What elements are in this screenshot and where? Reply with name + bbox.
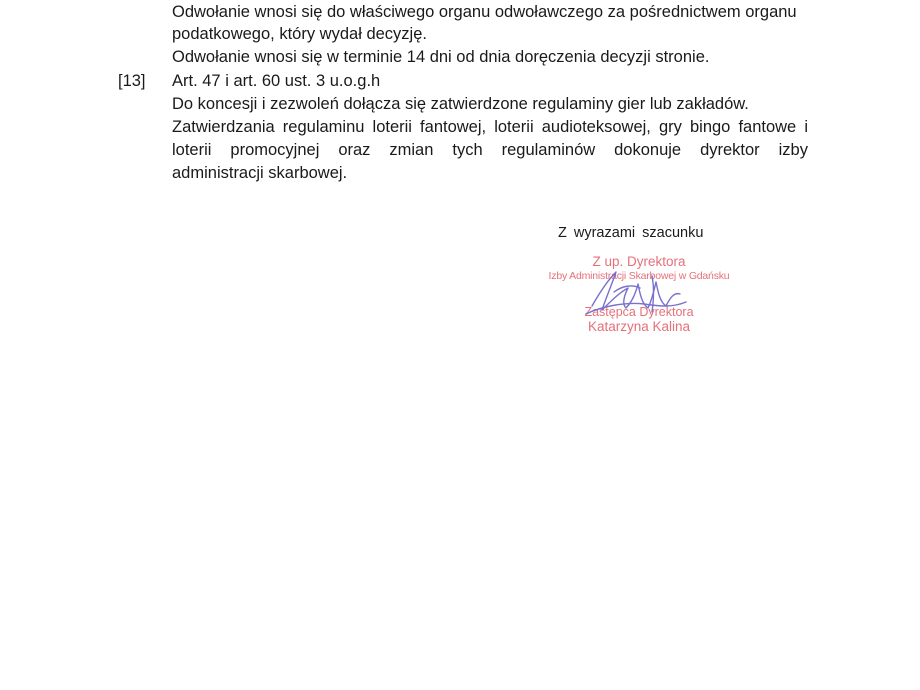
footnote-line-1: Art. 47 i art. 60 ust. 3 u.o.g.h bbox=[172, 72, 381, 90]
footnote-line-3: Zatwierdzania regulaminu loterii fantowej, loterii audioteksowej, gry bingo fantowe i bbox=[172, 118, 808, 136]
stamp-line-2: Izby Administracji Skarbowej w Gdańsku bbox=[548, 270, 730, 282]
footnote-line-2: Do koncesji i zezwoleń dołącza się zatwierdzone regulaminy gier lub zakładów. bbox=[172, 95, 749, 113]
closing-greeting: Z wyrazami szacunku bbox=[558, 225, 704, 241]
footnote-reference: [13] bbox=[118, 72, 146, 90]
stamp-line-4: Katarzyna Kalina bbox=[587, 319, 691, 334]
handwritten-signature bbox=[582, 262, 692, 320]
stamp-line-3: Zastępca Dyrektora bbox=[584, 305, 694, 319]
footnote-line-5: administracji skarbowej. bbox=[172, 164, 348, 182]
stamp-line-1: Z up. Dyrektora bbox=[592, 254, 686, 269]
footnote-line-4: loterii promocyjnej oraz zmian tych regulaminów dokonuje dyrektor izby bbox=[172, 141, 808, 159]
body-line-3: Odwołanie wnosi się w terminie 14 dni od dnia doręczenia decyzji stronie. bbox=[172, 48, 710, 66]
body-line-1: Odwołanie wnosi się do właściwego organu odwoławczego za pośrednictwem organu bbox=[172, 3, 797, 21]
body-line-2: podatkowego, który wydał decyzję. bbox=[172, 25, 427, 43]
